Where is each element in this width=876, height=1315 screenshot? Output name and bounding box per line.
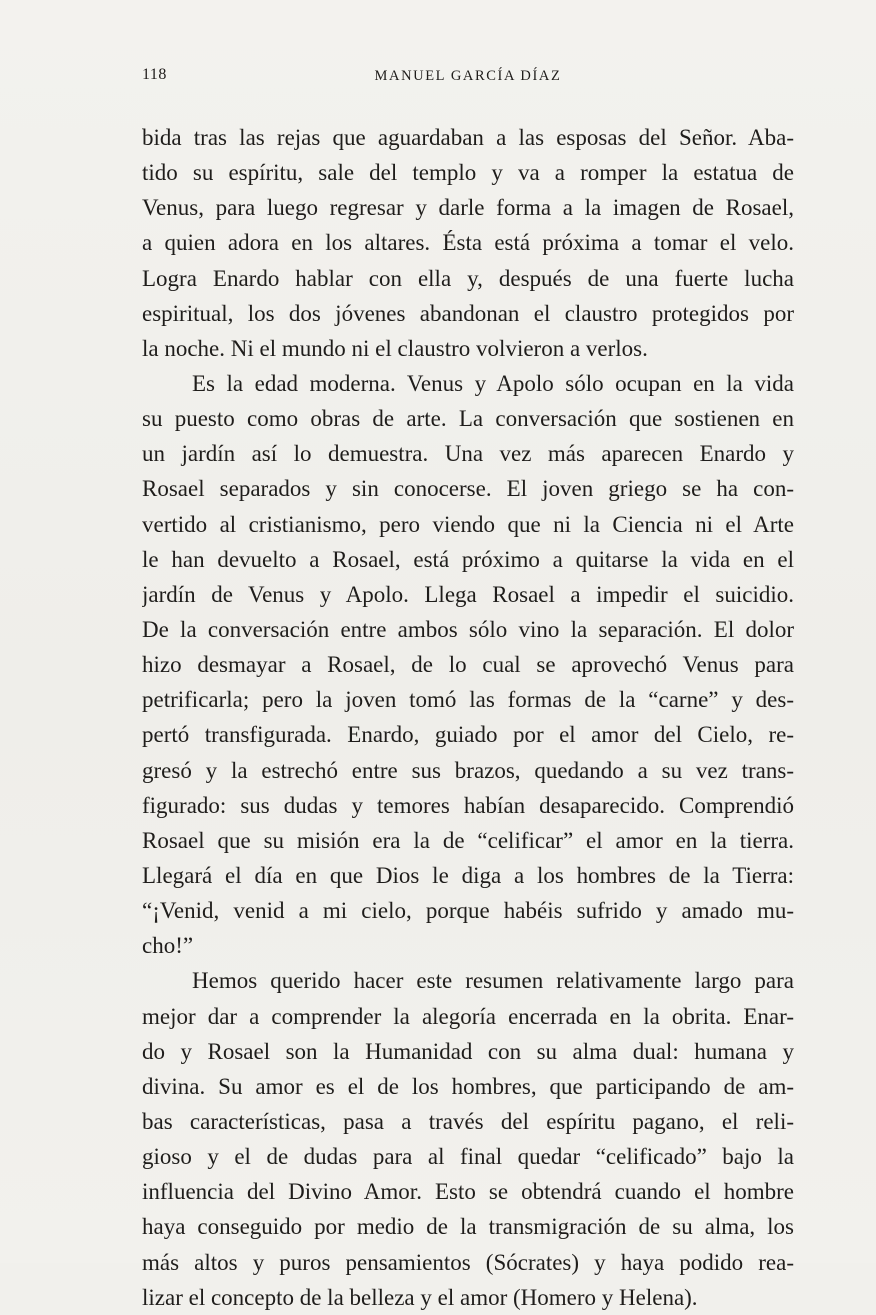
text-line: petrificarla; pero la joven tomó las formas de la “carne” y des- (142, 687, 794, 713)
text-line: Rosael separados y sin conocerse. El joven griego se ha con- (142, 476, 794, 502)
running-head-author: MANUEL GARCÍA DÍAZ (374, 68, 562, 84)
text-line: jardín de Venus y Apolo. Llega Rosael a impedir el suicidio. (142, 581, 794, 607)
text-line: hizo desmayar a Rosael, de lo cual se aprovechó Venus para (142, 652, 794, 678)
text-line: espiritual, los dos jóvenes abandonan el claustro protegidos por (142, 300, 794, 326)
text-line: “¡Venid, venid a mi cielo, porque habéis sufrido y amado mu- (142, 898, 794, 924)
text-line: su puesto como obras de arte. La conversación que sostienen en (142, 406, 794, 432)
text-line: vertido al cristianismo, pero viendo que ni la Ciencia ni el Arte (142, 511, 794, 537)
text-line: mejor dar a comprender la alegoría encerrada en la obrita. Enar- (142, 1003, 794, 1029)
text-line: Venus, para luego regresar y darle forma a la imagen de Rosael, (142, 195, 794, 221)
text-line: Llegará el día en que Dios le diga a los hombres de la Tierra: (142, 862, 794, 888)
body-text (142, 120, 794, 1315)
text-line: lizar el concepto de la belleza y el amor (Homero y Helena). (142, 1284, 698, 1310)
text-line: gresó y la estrechó entre sus brazos, quedando a su vez trans- (142, 757, 794, 783)
page-number: 118 (142, 66, 167, 83)
text-line: la noche. Ni el mundo ni el claustro volvieron a verlos. (142, 335, 648, 361)
text-line: influencia del Divino Amor. Esto se obtendrá cuando el hombre (142, 1179, 794, 1205)
text-line: un jardín así lo demuestra. Una vez más aparecen Enardo y (142, 441, 794, 467)
text-line: pertó transfigurada. Enardo, guiado por el amor del Cielo, re- (142, 722, 794, 748)
text-line: haya conseguido por medio de la transmigración de su alma, los (142, 1214, 794, 1240)
text-line: Logra Enardo hablar con ella y, después de una fuerte lucha (142, 265, 794, 291)
paragraph (142, 963, 794, 1314)
text-line: gioso y el de dudas para al final quedar “celificado” bajo la (142, 1144, 794, 1170)
text-line: bida tras las rejas que aguardaban a las esposas del Señor. Aba- (142, 125, 794, 150)
paragraph (142, 366, 794, 963)
text-line: tido su espíritu, sale del templo y va a romper la estatua de (142, 160, 794, 186)
text-line: Rosael que su misión era la de “celificar” el amor en la tierra. (142, 827, 794, 853)
text-line: le han devuelto a Rosael, está próximo a quitarse la vida en el (142, 546, 794, 572)
text-line: cho!” (142, 933, 194, 959)
text-line: más altos y puros pensamientos (Sócrates) y haya podido rea- (142, 1249, 794, 1275)
text-line: a quien adora en los altares. Ésta está próxima a tomar el velo. (142, 230, 794, 256)
paragraph (142, 120, 794, 366)
text-line: do y Rosael son la Humanidad con su alma dual: humana y (142, 1038, 794, 1064)
text-line: De la conversación entre ambos sólo vino la separación. El dolor (142, 616, 794, 642)
running-head (142, 66, 794, 96)
text-line: divina. Su amor es el de los hombres, que participando de am- (142, 1073, 794, 1099)
text-line: Es la edad moderna. Venus y Apolo sólo ocupan en la vida (192, 370, 794, 396)
text-line: Hemos querido hacer este resumen relativamente largo para (192, 968, 794, 994)
text-line: figurado: sus dudas y temores habían desaparecido. Comprendió (142, 792, 794, 818)
text-line: bas características, pasa a través del espíritu pagano, el reli- (142, 1108, 794, 1134)
